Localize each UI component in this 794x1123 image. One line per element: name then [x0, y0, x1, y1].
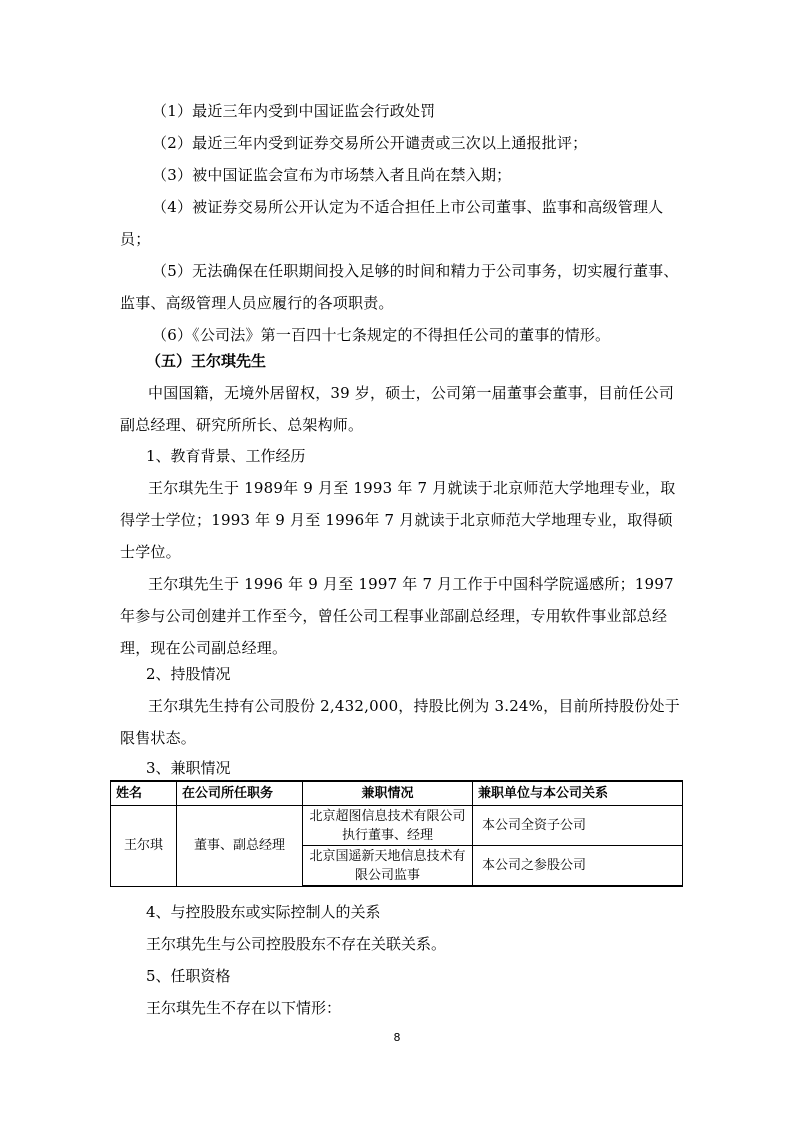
table-header-row — [111, 781, 683, 806]
qualification-heading: 5、任职资格 — [146, 967, 231, 985]
table-header-relationship: 兼职单位与本公司关系 — [473, 781, 683, 806]
education-paragraph: 王尔琪先生于 1989年 9 月至 1993 年 7 月就读于北京师范大学地理专业，取得学士学位；1993 年 9 月至 1996年 7 月就读于北京师范大学地理专业，取得硕士学位。 — [120, 479, 676, 561]
table-cell-concurrent-company: 北京国遥新天地信息技术有限公司监事 — [303, 846, 473, 887]
work-paragraph: 王尔琪先生于 1996 年 9 月至 1997 年 7 月工作于中国科学院遥感所；1997 年参与公司创建并工作至今，曾任公司工程事业部副总经理，专用软件事业部总经理，现在公司副总经理。 — [120, 575, 674, 657]
table-header-name: 姓名 — [111, 781, 177, 806]
concurrent-position-table — [110, 780, 683, 887]
table-cell-concurrent-company: 北京超图信息技术有限公司执行董事、经理 — [303, 806, 473, 846]
relationship-heading: 4、与控股股东或实际控制人的关系 — [146, 903, 381, 921]
condition-item-1: （1）最近三年内受到中国证监会行政处罚 — [152, 102, 436, 120]
table-cell-company-position: 董事、副总经理 — [177, 806, 303, 887]
shareholding-heading: 2、持股情况 — [146, 665, 231, 683]
condition-item-5: （5）无法确保在任职期间投入足够的时间和精力于公司事务，切实履行董事、监事、高级管理人员应履行的各项职责。 — [120, 262, 679, 312]
page-number: 8 — [393, 1031, 401, 1044]
relationship-paragraph: 王尔琪先生与公司控股股东不存在关联关系。 — [146, 935, 447, 953]
table-cell-company-relation: 本公司之参股公司 — [473, 846, 683, 887]
condition-item-2: （2）最近三年内受到证券交易所公开谴责或三次以上通报批评； — [152, 134, 588, 152]
qualification-paragraph: 王尔琪先生不存在以下情形： — [146, 999, 342, 1017]
person-introduction: 中国国籍，无境外居留权，39 岁，硕士，公司第一届董事会董事，目前任公司副总经理、研究所所长、总架构师。 — [120, 384, 675, 434]
table-header-position: 在公司所任职务 — [177, 781, 303, 806]
table-header-concurrent-position: 兼职情况 — [303, 781, 473, 806]
education-heading: 1、教育背景、工作经历 — [146, 447, 306, 465]
section-title: （五）王尔琪先生 — [146, 352, 267, 370]
condition-item-6: （6）《公司法》第一百四十七条规定的不得担任公司的董事的情形。 — [152, 326, 611, 344]
shareholding-paragraph: 王尔琪先生持有公司股份 2,432,000，持股比例为 3.24%，目前所持股份处于限售状态。 — [120, 697, 680, 747]
condition-item-3: （3）被中国证监会宣布为市场禁入者且尚在禁入期； — [152, 166, 512, 184]
condition-item-4: （4）被证券交易所公开认定为不适合担任上市公司董事、监事和高级管理人员； — [120, 198, 664, 248]
table-cell-company-relation: 本公司全资子公司 — [473, 806, 683, 846]
table-row — [111, 806, 683, 846]
concurrent-heading: 3、兼职情况 — [146, 759, 231, 777]
table-cell-person-name: 王尔琪 — [111, 806, 177, 887]
